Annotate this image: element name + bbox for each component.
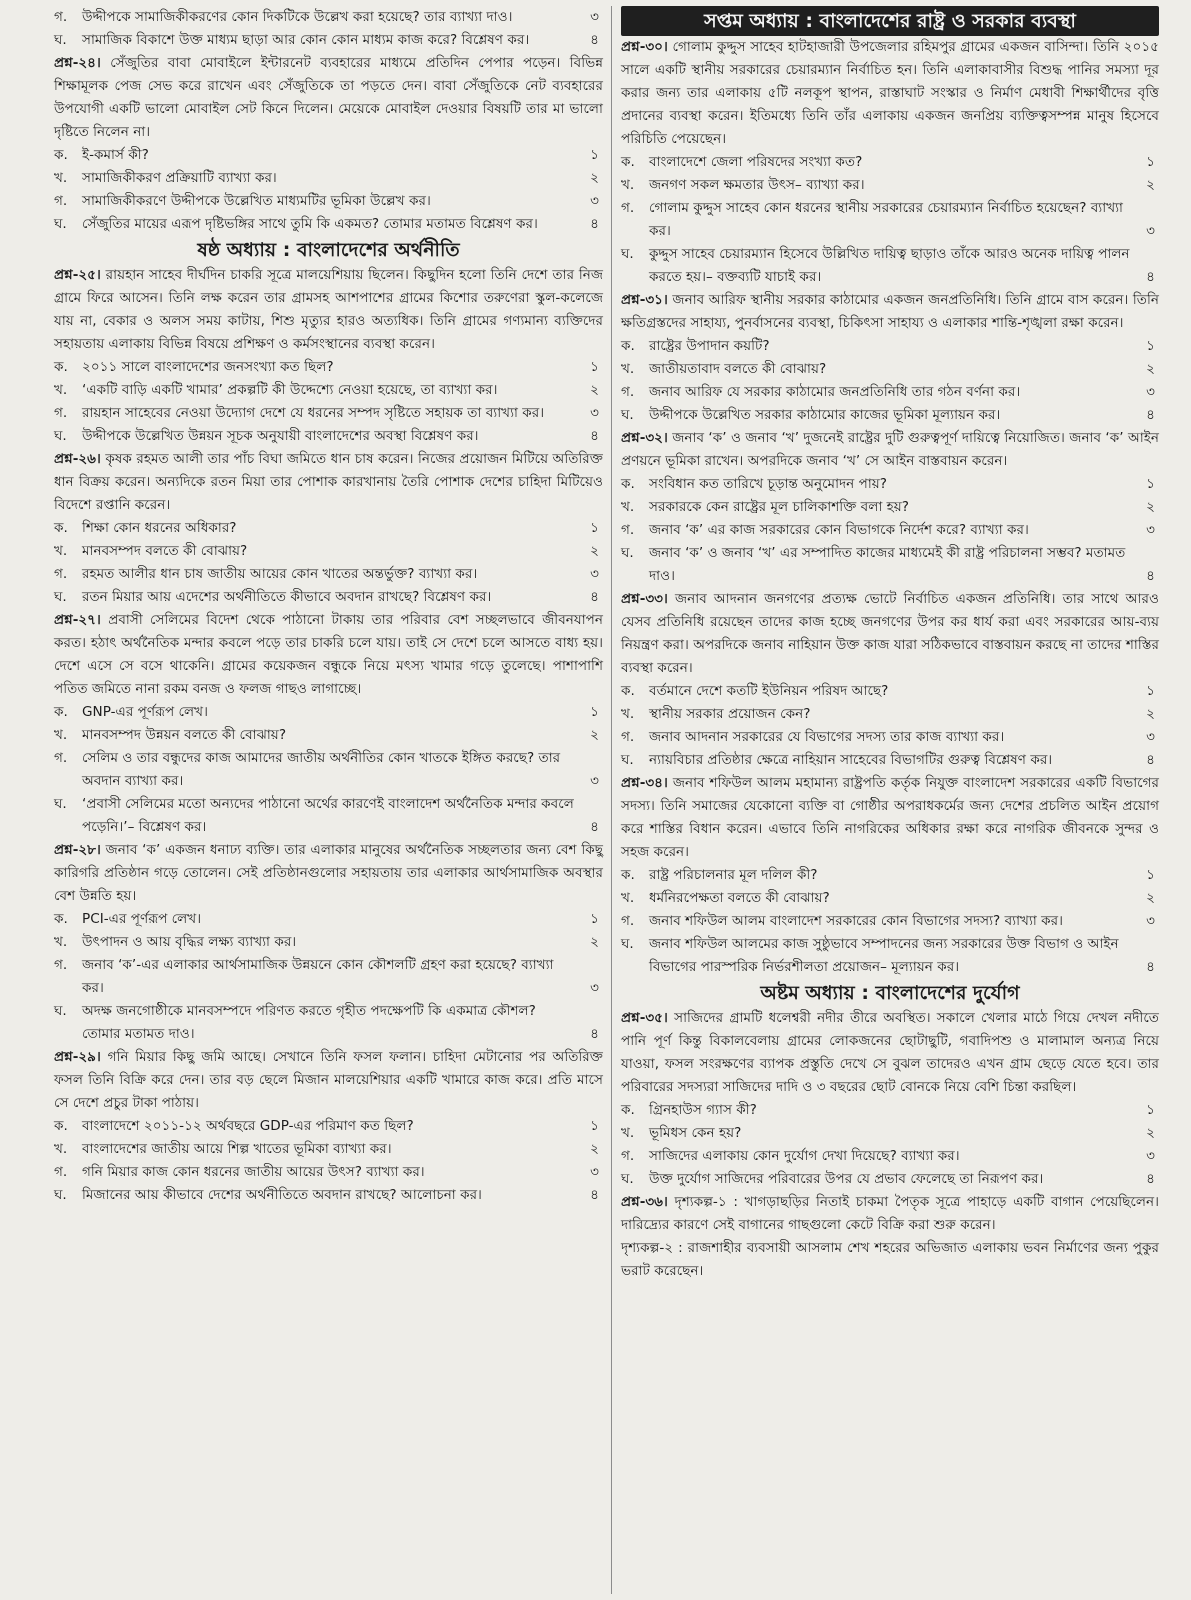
part-tag: খ. — [54, 727, 68, 743]
question-text: জনাব শফিউল আলম মহামান্য রাষ্ট্রপতি কর্তৃক নিযুক্ত বাংলাদেশ সরকারের একটি বিভাগের সদস্য। তিনি সমাজের যেকোনো ব্যক্তি বা গোষ্ঠীর অপরাধকর্মের জন্য দেশের প্রচলিত আইন প্রয়োগ করে শাস্তির বিধান করেন। এভাবে তিনি নাগরিকের অধিকার রক্ষা করে নাগরিক জীবনকে সুন্দর ও সহজ করেন। — [621, 775, 1159, 860]
part-tag: খ. — [621, 706, 635, 722]
question-part — [621, 519, 1159, 542]
part-marks: ২ — [590, 543, 599, 559]
part-tag: খ. — [621, 177, 635, 193]
question-number: প্রশ্ন-২৯। — [54, 1049, 101, 1065]
question-text: দৃশ্যকল্প-১ : খাগড়াছড়ির নিতাই চাকমা পৈতৃক সূত্রে পাহাড়ে একটি বাগান পেয়েছিলেন। দারিদ্র্যের কারণে সেই বাগানের গাছগুলো কেটে বিক্রি করা শুরু করেন। — [621, 1194, 1159, 1233]
question-stem — [54, 1046, 603, 1115]
part-marks: ৪ — [1146, 407, 1155, 423]
part-text: মিজানের আয় কীভাবে দেশের অর্থনীতিতে অবদান রাখছে? আলোচনা কর। — [82, 1187, 482, 1203]
question-stem — [54, 839, 603, 908]
question-number: প্রশ্ন-৩১। — [621, 292, 668, 308]
question-number: প্রশ্ন-২৮। — [54, 842, 101, 858]
question-part — [54, 190, 603, 213]
question-text: সেঁজুতির বাবা মোবাইলে ইন্টারনেট ব্যবহারের মাধ্যমে প্রতিদিন পেপার পড়েন। বিভিন্ন শিক্ষামূলক পেজ সেভ করে রাখেন এবং সেঁজুতিকে তা পড়তে দেন। বাবা সেঁজুতিকে নেট ব্যবহারের উপযোগী একটি ভালো মোবাইল সেট কিনে দিলেন। মেয়েকে মোবাইল দেওয়ার বিষয়টি তার মা ভালো দৃষ্টিতে নিলেন না। — [54, 55, 603, 140]
part-text: বাংলাদেশের জাতীয় আয়ে শিল্প খাতের ভূমিকা ব্যাখ্যা কর। — [82, 1141, 392, 1157]
question-number: প্রশ্ন-৩৩। — [621, 591, 668, 607]
part-tag: খ. — [54, 170, 68, 186]
part-tag: ঘ. — [54, 589, 67, 605]
question-part — [54, 563, 603, 586]
part-tag: খ. — [54, 382, 68, 398]
part-marks: ২ — [590, 1141, 599, 1157]
part-tag: খ. — [54, 543, 68, 559]
question-stem — [54, 609, 603, 701]
question-part — [54, 1115, 603, 1138]
part-text: PCI-এর পূর্ণরূপ লেখ। — [82, 911, 202, 927]
part-text: ‘একটি বাড়ি একটি খামার’ প্রকল্পটি কী উদ্দেশ্যে নেওয়া হয়েছে, তা ব্যাখ্যা কর। — [82, 382, 498, 398]
question-part — [621, 933, 1159, 979]
part-tag: গ. — [54, 193, 68, 209]
scenario-2-text: দৃশ্যকল্প-২ : রাজশাহীর ব্যবসায়ী আসলাম শেখ শহরের অভিজাত এলাকায় ভবন নির্মাণের জন্য পুকুর ভরাট করেছেন। — [621, 1240, 1159, 1279]
part-marks: ২ — [590, 934, 599, 950]
part-text: সেলিম ও তার বন্ধুদের কাজ আমাদের জাতীয় অর্থনীতির কোন খাতকে ইঙ্গিত করছে? তার অবদান ব্যাখ্যা কর। — [82, 750, 561, 789]
part-tag: ঘ. — [621, 752, 634, 768]
question-31 — [621, 289, 1159, 427]
part-tag: ক. — [621, 338, 635, 354]
question-23-tail — [54, 6, 603, 52]
part-marks: ২ — [1146, 361, 1155, 377]
part-text: ভূমিধস কেন হয়? — [649, 1125, 742, 1141]
part-text: উৎপাদন ও আয় বৃদ্ধির লক্ষ্য ব্যাখ্যা কর। — [82, 934, 297, 950]
part-text: গ্রিনহাউস গ্যাস কী? — [649, 1102, 757, 1118]
part-tag: খ. — [621, 361, 635, 377]
part-text: বাংলাদেশে ২০১১-১২ অর্থবছরে GDP-এর পরিমাণ কত ছিল? — [82, 1118, 414, 1134]
part-text: রাষ্ট্রের উপাদান কয়টি? — [649, 338, 770, 354]
part-marks: ১ — [1146, 867, 1155, 883]
part-marks: ২ — [590, 382, 599, 398]
part-text: সামাজিক বিকাশে উক্ত মাধ্যম ছাড়া আর কোন কোন মাধ্যম কাজ করে? বিশ্লেষণ কর। — [82, 32, 530, 48]
question-part — [621, 174, 1159, 197]
part-text: সাজিদের এলাকায় কোন দুর্যোগ দেখা দিয়েছে? ব্যাখ্যা কর। — [649, 1148, 960, 1164]
part-marks: ৩ — [590, 566, 599, 582]
part-text: রাষ্ট্র পরিচালনার মূল দলিল কী? — [649, 867, 818, 883]
question-28 — [54, 839, 603, 1046]
question-part — [54, 586, 603, 609]
question-part — [54, 701, 603, 724]
part-tag: গ. — [621, 913, 635, 929]
question-part — [621, 542, 1159, 588]
part-marks: ১ — [1146, 476, 1155, 492]
part-tag: গ. — [54, 957, 68, 973]
question-part — [621, 1099, 1159, 1122]
question-number: প্রশ্ন-৩২। — [621, 430, 668, 446]
question-part — [54, 425, 603, 448]
part-marks: ১ — [590, 147, 599, 163]
right-column — [621, 6, 1159, 1594]
part-tag: ক. — [621, 1102, 635, 1118]
question-stem — [621, 289, 1159, 335]
part-tag: ঘ. — [621, 545, 634, 561]
part-marks: ৩ — [1146, 913, 1155, 929]
question-text: কৃষক রহমত আলী তার পাঁচ বিঘা জমিতে ধান চাষ করেন। নিজের প্রয়োজন মিটিয়ে অতিরিক্ত ধান বিক্রয় করেন। অন্যদিকে রতন মিয়া তার পোশাক কারখানায় তৈরি পোশাক দেশের চাহিদা মিটিয়েও বিদেশে রপ্তানি করেন। — [54, 451, 603, 513]
part-tag: ঘ. — [54, 1003, 67, 1019]
question-part — [621, 358, 1159, 381]
question-stem — [54, 264, 603, 356]
part-marks: ৪ — [1146, 568, 1155, 584]
part-marks: ৩ — [590, 9, 599, 25]
part-text: ২০১১ সালে বাংলাদেশের জনসংখ্যা কত ছিল? — [82, 359, 334, 375]
part-text: জনাব শফিউল আলম বাংলাদেশ সরকারের কোন বিভাগের সদস্য? ব্যাখ্যা কর। — [649, 913, 1064, 929]
question-part — [54, 954, 603, 1000]
question-part — [621, 381, 1159, 404]
question-part — [621, 749, 1159, 772]
part-tag: খ. — [621, 1125, 635, 1141]
part-text: স্থানীয় সরকার প্রয়োজন কেন? — [649, 706, 811, 722]
question-part — [54, 213, 603, 236]
part-marks: ৩ — [590, 405, 599, 421]
part-tag: খ. — [621, 499, 635, 515]
part-text: জনাব ‘ক’ এর কাজ সরকারের কোন বিভাগকে নির্দেশ করে? ব্যাখ্যা কর। — [649, 522, 1029, 538]
part-tag: গ. — [54, 405, 68, 421]
question-stem — [621, 1191, 1159, 1237]
question-part — [621, 1145, 1159, 1168]
question-part — [621, 404, 1159, 427]
question-part — [621, 496, 1159, 519]
part-marks: ১ — [590, 520, 599, 536]
part-tag: ঘ. — [621, 246, 634, 262]
part-text: সংবিধান কত তারিখে চূড়ান্ত অনুমোদন পায়? — [649, 476, 888, 492]
question-stem — [54, 448, 603, 517]
question-stem — [621, 1007, 1159, 1099]
part-tag: ঘ. — [621, 407, 634, 423]
question-text: প্রবাসী সেলিমের বিদেশ থেকে পাঠানো টাকায় তার পরিবার বেশ সচ্ছলভাবে জীবনযাপন করত। হঠাৎ অর্থনৈতিক মন্দার কবলে পড়ে তার চাকরি চলে যায়। তাই সে দেশে চলে আসতে বাধ্য হয়। দেশে এসে সে বসে থাকেনি। গ্রামের কয়েকজন বন্ধুকে নিয়ে মৎস্য খামার গড়ে তুলেছে। পাশাপাশি পতিত জমিতে নানা রকম বনজ ও ফলজ গাছও লাগাচ্ছে। — [54, 612, 603, 697]
part-marks: ৩ — [590, 773, 599, 789]
question-35 — [621, 1007, 1159, 1191]
part-marks: ২ — [1146, 706, 1155, 722]
part-text: শিক্ষা কোন ধরনের অধিকার? — [82, 520, 237, 536]
part-tag: ক. — [621, 683, 635, 699]
part-marks: ২ — [1146, 890, 1155, 906]
part-text: গোলাম কুদ্দুস সাহেব কোন ধরনের স্থানীয় সরকারের চেয়ারম্যান নির্বাচিত হয়েছেন? ব্যাখ্যা কর। — [649, 200, 1124, 239]
part-marks: ১ — [1146, 1102, 1155, 1118]
part-tag: গ. — [621, 200, 635, 216]
part-tag: ঘ. — [54, 796, 67, 812]
column-divider — [611, 6, 612, 1594]
question-part — [54, 1161, 603, 1184]
part-tag: ক. — [54, 520, 68, 536]
part-text: মানবসম্পদ বলতে কী বোঝায়? — [82, 543, 248, 559]
part-marks: ১ — [1146, 154, 1155, 170]
chapter-6-heading: ষষ্ঠ অধ্যায় : বাংলাদেশের অর্থনীতি — [197, 239, 460, 261]
question-part — [54, 144, 603, 167]
part-text: জনগণ সকল ক্ষমতার উৎস– ব্যাখ্যা কর। — [649, 177, 865, 193]
question-number: প্রশ্ন-২৭। — [54, 612, 101, 628]
question-part — [54, 29, 603, 52]
question-part — [54, 747, 603, 793]
part-text: ন্যায়বিচার প্রতিষ্ঠার ক্ষেত্রে নাহিয়ান সাহেবের বিভাগটির গুরুত্ব বিশ্লেষণ কর। — [649, 752, 1053, 768]
question-part — [54, 793, 603, 839]
part-marks: ৪ — [1146, 269, 1155, 285]
left-column — [54, 6, 603, 1594]
part-text: উদ্দীপকে উল্লেখিত সরকার কাঠামোর কাজের ভূমিকা মূল্যায়ন কর। — [649, 407, 1001, 423]
part-marks: ২ — [590, 170, 599, 186]
part-marks: ৩ — [1146, 522, 1155, 538]
part-text: বর্তমানে দেশে কতটি ইউনিয়ন পরিষদ আছে? — [649, 683, 889, 699]
part-marks: ৪ — [590, 32, 599, 48]
part-tag: ক. — [54, 1118, 68, 1134]
question-part — [54, 931, 603, 954]
question-number: প্রশ্ন-৩০। — [621, 39, 668, 55]
question-part — [621, 726, 1159, 749]
part-text: জাতীয়তাবাদ বলতে কী বোঝায়? — [649, 361, 827, 377]
question-number: প্রশ্ন-৩৬। — [621, 1194, 668, 1210]
question-text: জনাব ‘ক’ একজন ধনাঢ্য ব্যক্তি। তার এলাকার মানুষের অর্থনৈতিক সচ্ছলতার জন্য বেশ কিছু কারিগরি প্রতিষ্ঠান গড়ে তোলেন। সেই প্রতিষ্ঠানগুলোর সহায়তায় তার এলাকার আর্থসামাজিক অবস্থার বেশ উন্নতি হয়। — [54, 842, 603, 904]
part-text: ‘প্রবাসী সেলিমের মতো অন্যদের পাঠানো অর্থের কারণেই বাংলাদেশ অর্থনৈতিক মন্দার কবলে পড়েনি।’– বিশ্লেষণ কর। — [82, 796, 574, 835]
part-marks: ৪ — [590, 216, 599, 232]
part-marks: ৩ — [590, 193, 599, 209]
question-number: প্রশ্ন-৩৪। — [621, 775, 668, 791]
question-text: গোলাম কুদ্দুস সাহেব হাটহাজারী উপজেলার রহিমপুর গ্রামের একজন বাসিন্দা। তিনি ২০১৫ সালে একটি স্থানীয় সরকারের চেয়ারম্যান নির্বাচিত হন। তিনি এলাকাবাসীর বিশুদ্ধ পানির সমস্যা দূর করার জন্য তার এলাকায় ৫টি নলকূপ স্থাপন, রাস্তাঘাট সংস্কার ও নির্মাণ মেধাবী শিক্ষার্থীদের বৃত্তি প্রদানের ব্যবস্থা করেন। ইতিমধ্যে তিনি তাঁর এলাকায় একজন জনপ্রিয় ব্যক্তিত্বসম্পন্ন মানুষ হিসেবে পরিচিতি পেয়েছেন। — [621, 39, 1159, 147]
part-marks: ৩ — [1146, 384, 1155, 400]
question-30 — [621, 36, 1159, 289]
part-marks: ২ — [590, 727, 599, 743]
part-marks: ৩ — [590, 980, 599, 996]
part-marks: ১ — [1146, 683, 1155, 699]
part-tag: ক. — [621, 154, 635, 170]
part-marks: ৪ — [590, 1187, 599, 1203]
question-part — [621, 197, 1159, 243]
part-text: রতন মিয়ার আয় এদেশের অর্থনীতিতে কীভাবে অবদান রাখছে? বিশ্লেষণ কর। — [82, 589, 492, 605]
part-marks: ১ — [590, 1118, 599, 1134]
chapter-7-heading: সপ্তম অধ্যায় : বাংলাদেশের রাষ্ট্র ও সরকার ব্যবস্থা — [621, 6, 1159, 36]
part-text: উদ্দীপকে উল্লেখিত উন্নয়ন সূচক অনুযায়ী বাংলাদেশের অবস্থা বিশ্লেষণ কর। — [82, 428, 479, 444]
question-part — [621, 335, 1159, 358]
part-marks: ১ — [590, 359, 599, 375]
part-text: সরকারকে কেন রাষ্ট্রের মূল চালিকাশক্তি বলা হয়? — [649, 499, 910, 515]
part-text: অদক্ষ জনগোষ্ঠীকে মানবসম্পদে পরিণত করতে গৃহীত পদক্ষেপটি কি একমাত্র কৌশল? তোমার মতামত দাও। — [82, 1003, 536, 1042]
question-33 — [621, 588, 1159, 772]
question-24 — [54, 52, 603, 236]
part-text: গনি মিয়ার কাজ কোন ধরনের জাতীয় আয়ের উৎস? ব্যাখ্যা কর। — [82, 1164, 425, 1180]
part-tag: ঘ. — [54, 428, 67, 444]
question-34 — [621, 772, 1159, 979]
question-part — [54, 356, 603, 379]
part-tag: গ. — [621, 384, 635, 400]
part-text: সেঁজুতির মায়ের এরূপ দৃষ্টিভঙ্গির সাথে তুমি কি একমত? তোমার মতামত বিশ্লেষণ কর। — [82, 216, 538, 232]
part-marks: ২ — [1146, 499, 1155, 515]
part-marks: ২ — [1146, 177, 1155, 193]
part-tag: খ. — [54, 934, 68, 950]
part-text: বাংলাদেশে জেলা পরিষদের সংখ্যা কত? — [649, 154, 863, 170]
part-tag: গ. — [54, 9, 68, 25]
question-number: প্রশ্ন-৩৫। — [621, 1010, 668, 1026]
part-text: সামাজিকীকরণ প্রক্রিয়াটি ব্যাখ্যা কর। — [82, 170, 277, 186]
part-text: জনাব আরিফ যে সরকার কাঠামোর জনপ্রতিনিধি তার গঠন বর্ণনা কর। — [649, 384, 1021, 400]
part-tag: গ. — [621, 729, 635, 745]
part-marks: ১ — [1146, 338, 1155, 354]
part-tag: ক. — [54, 704, 68, 720]
part-marks: ৩ — [590, 1164, 599, 1180]
part-marks: ১ — [590, 911, 599, 927]
question-26 — [54, 448, 603, 609]
part-tag: ক. — [621, 476, 635, 492]
part-marks: ৪ — [1146, 959, 1155, 975]
part-tag: খ. — [54, 1141, 68, 1157]
question-32 — [621, 427, 1159, 588]
part-tag: ঘ. — [54, 32, 67, 48]
question-part — [621, 864, 1159, 887]
question-part — [621, 887, 1159, 910]
question-part — [621, 680, 1159, 703]
question-part — [54, 1184, 603, 1207]
part-marks: ২ — [1146, 1125, 1155, 1141]
question-part — [54, 402, 603, 425]
question-stem — [54, 52, 603, 144]
question-part — [54, 167, 603, 190]
part-tag: ক. — [54, 359, 68, 375]
part-text: রায়হান সাহেবের নেওয়া উদ্যোগ দেশে যে ধরনের সম্পদ সৃষ্টিতে সহায়ক তা ব্যাখ্যা কর। — [82, 405, 545, 421]
part-tag: গ. — [621, 1148, 635, 1164]
question-part — [621, 703, 1159, 726]
part-marks: ৩ — [1146, 1148, 1155, 1164]
part-marks: ৩ — [1146, 729, 1155, 745]
question-text: গনি মিয়ার কিছু জমি আছে। সেখানে তিনি ফসল ফলান। চাহিদা মেটানোর পর অতিরিক্ত ফসল তিনি বিক্রি করে দেন। তার বড় ছেলে মিজান মালয়েশিয়ার একটি খামারে কাজ করে। প্রতি মাসে সে দেশে প্রচুর টাকা পাঠায়। — [54, 1049, 603, 1111]
part-tag: ঘ. — [54, 216, 67, 232]
question-stem — [621, 36, 1159, 151]
question-stem — [621, 427, 1159, 473]
part-tag: গ. — [54, 750, 68, 766]
part-text: ধর্মনিরপেক্ষতা বলতে কী বোঝায়? — [649, 890, 830, 906]
question-part — [621, 243, 1159, 289]
part-tag: ক. — [621, 867, 635, 883]
question-part — [621, 151, 1159, 174]
part-text: GNP-এর পূর্ণরূপ লেখ। — [82, 704, 208, 720]
question-part — [54, 1000, 603, 1046]
question-text: জনাব ‘ক’ ও জনাব ‘খ’ দুজনেই রাষ্ট্রের দুটি গুরুত্বপূর্ণ দায়িত্বে নিয়োজিত। জনাব ‘ক’ আইন প্রণয়নে ভূমিকা রাখেন। অপরদিকে জনাব ‘খ’ সে আইন বাস্তবায়ন করেন। — [621, 430, 1159, 469]
question-part — [621, 1122, 1159, 1145]
part-text: সামাজিকীকরণে উদ্দীপকে উল্লেখিত মাধ্যমটির ভূমিকা উল্লেখ কর। — [82, 193, 431, 209]
part-tag: ঘ. — [621, 936, 634, 952]
question-part — [54, 517, 603, 540]
part-tag: ঘ. — [621, 1171, 634, 1187]
part-text: ই-কমার্স কী? — [82, 147, 149, 163]
chapter-8-heading: অষ্টম অধ্যায় : বাংলাদেশের দুর্যোগ — [760, 982, 1020, 1004]
part-tag: ঘ. — [54, 1187, 67, 1203]
part-text: জনাব শফিউল আলমের কাজ সুষ্ঠুভাবে সম্পাদনের জন্য সরকারের উক্ত বিভাগ ও আইন বিভাগের পারস্পরিক নির্ভরশীলতা প্রয়োজন– মূল্যায়ন কর। — [649, 936, 1119, 975]
part-marks: ৩ — [1146, 223, 1155, 239]
part-tag: ক. — [54, 147, 68, 163]
part-text: জনাব ‘ক’-এর এলাকার আর্থসামাজিক উন্নয়নে কোন কৌশলটি গ্রহণ করা হয়েছে? ব্যাখ্যা কর। — [82, 957, 554, 996]
part-marks: ৪ — [590, 1026, 599, 1042]
part-tag: খ. — [621, 890, 635, 906]
part-text: জনাব আদনান সরকারের যে বিভাগের সদস্য তার কাজ ব্যাখ্যা কর। — [649, 729, 1005, 745]
part-tag: গ. — [621, 522, 635, 538]
part-tag: গ. — [54, 566, 68, 582]
question-part — [621, 1168, 1159, 1191]
part-marks: ৪ — [1146, 1171, 1155, 1187]
question-part — [54, 6, 603, 29]
question-36 — [621, 1191, 1159, 1283]
question-number: প্রশ্ন-২৬। — [54, 451, 101, 467]
question-number: প্রশ্ন-২৪। — [54, 55, 101, 71]
part-text: রহমত আলীর ধান চাষ জাতীয় আয়ের কোন খাতের অন্তর্ভুক্ত? ব্যাখ্যা কর। — [82, 566, 478, 582]
part-text: মানবসম্পদ উন্নয়ন বলতে কী বোঝায়? — [82, 727, 287, 743]
part-marks: ৪ — [590, 819, 599, 835]
question-text: সাজিদের গ্রামটি ধলেশ্বরী নদীর তীরে অবস্থিত। সকালে খেলার মাঠে গিয়ে দেখল নদীতে পানি পূর্ণ কিন্তু বিকালবেলায় গ্রামের লোকজনের ছোটাছুটি, গবাদিপশু ও মালামাল অন্যত্র নিয়ে যাওয়া, ফসল সংরক্ষণের ব্যাপক প্রস্তুতি দেখে সে বুঝল তাদেরও এখন গ্রাম ছেড়ে যেতে হবে। তার পরিবারের সদস্যরা সাজিদের দাদি ও ৩ বছরের ছোট বোনকে নিয়ে বেশি চিন্তা করছিল। — [621, 1010, 1159, 1095]
part-text: উদ্দীপকে সামাজিকীকরণের কোন দিকটিকে উল্লেখ করা হয়েছে? তার ব্যাখ্যা দাও। — [82, 9, 513, 25]
question-part — [54, 379, 603, 402]
question-stem — [621, 772, 1159, 864]
part-text: কুদ্দুস সাহেব চেয়ারম্যান হিসেবে উল্লিখিত দায়িত্ব ছাড়াও তাঁকে আরও অনেক দায়িত্ব পালন করতে হয়।– বক্তব্যটি যাচাই কর। — [649, 246, 1130, 285]
part-marks: ৪ — [590, 589, 599, 605]
part-marks: ১ — [590, 704, 599, 720]
part-text: জনাব ‘ক’ ও জনাব ‘খ’ এর সম্পাদিত কাজের মাধ্যমেই কী রাষ্ট্র পরিচালনা সম্ভব? মতামত দাও। — [649, 545, 1126, 584]
question-27 — [54, 609, 603, 839]
part-tag: গ. — [54, 1164, 68, 1180]
question-29 — [54, 1046, 603, 1207]
question-text: জনাব আদনান জনগণের প্রত্যক্ষ ভোটে নির্বাচিত একজন প্রতিনিধি। তার সাথে আরও যেসব প্রতিনিধি রয়েছেন তাদের কাজ হচ্ছে জনগণের উপর কর ধার্য করা এবং সরকারের আয়-ব্যয় নিয়ন্ত্রণ করা। অপরদিকে জনাব নাহিয়ান উক্ত কাজ যারা সঠিকভাবে বাস্তবায়ন করছে না তাদের শাস্তির ব্যবস্থা করেন। — [621, 591, 1160, 676]
question-part — [54, 908, 603, 931]
question-text: রায়হান সাহেব দীর্ঘদিন চাকরি সূত্রে মালয়েশিয়ায় ছিলেন। কিছুদিন হলো তিনি দেশে তার নিজ গ্রামে ফিরে আসেন। তিনি লক্ষ করেন তার গ্রামসহ আশপাশের গ্রামের কিশোর তরুণেরা স্কুল-কলেজে যায় না, বেকার ও অলস সময় কাটায়, শিশু মৃত্যুর হারও অত্যধিক। তিনি গ্রামের গণ্যমান্য ব্যক্তিদের সহায়তায় এলাকায় বিভিন্ন বিষয়ে প্রশিক্ষণ ও কর্মসংস্থানের ব্যবস্থা করেন। — [54, 267, 603, 352]
question-part — [54, 1138, 603, 1161]
question-part — [54, 724, 603, 747]
question-text: জনাব আরিফ স্থানীয় সরকার কাঠামোর একজন জনপ্রতিনিধি। তিনি গ্রামে বাস করেন। তিনি ক্ষতিগ্রস্তদের সাহায্য, পুনর্বাসনের ব্যবস্থা, চিকিৎসা সাহায্য ও এলাকার শান্তি-শৃঙ্খলা রক্ষা করেন। — [621, 292, 1159, 331]
part-marks: ৪ — [1146, 752, 1155, 768]
part-tag: ক. — [54, 911, 68, 927]
question-number: প্রশ্ন-২৫। — [54, 267, 101, 283]
part-marks: ৪ — [590, 428, 599, 444]
part-text: উক্ত দুর্যোগ সাজিদের পরিবারের উপর যে প্রভাব ফেলেছে তা নিরূপণ কর। — [649, 1171, 1044, 1187]
question-stem — [621, 588, 1159, 680]
question-part — [621, 910, 1159, 933]
question-25 — [54, 264, 603, 448]
question-part — [54, 540, 603, 563]
question-part — [621, 473, 1159, 496]
